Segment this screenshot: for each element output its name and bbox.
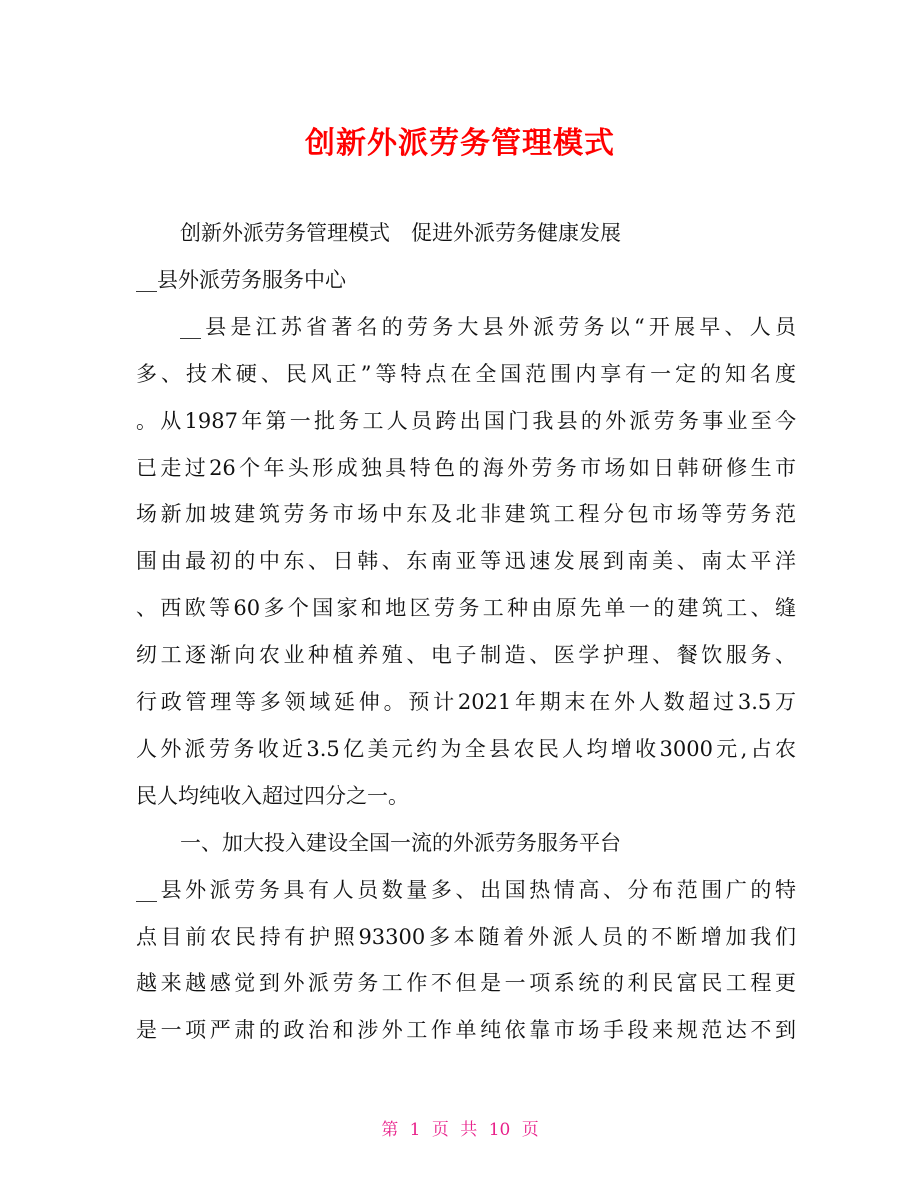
- text-line: __县是江苏省著名的劳务大县外派劳务以“开展早、人员: [180, 314, 796, 339]
- text-line: 越来越感觉到外派劳务工作不但是一项系统的利民富民工程更: [136, 971, 796, 996]
- text-line: 已走过26个年头形成独具特色的海外劳务市场如日韩研修生市: [136, 455, 796, 480]
- text-line: 人外派劳务收近3.5亿美元约为全县农民人均增收3000元,占农: [136, 736, 796, 761]
- text-line: 、西欧等60多个国家和地区劳务工种由原先单一的建筑工、缝: [136, 596, 796, 621]
- text-line: 纫工逐渐向农业种植养殖、电子制造、医学护理、餐饮服务、: [136, 643, 796, 668]
- text-line: 场新加坡建筑劳务市场中东及北非建筑工程分包市场等劳务范: [136, 502, 796, 527]
- subtitle: 创新外派劳务管理模式 促进外派劳务健康发展: [180, 221, 621, 245]
- text-line: 。从1987年第一批务工人员跨出国门我县的外派劳务事业至今: [136, 408, 796, 433]
- section-heading: 一、加大投入建设全国一流的外派劳务服务平台: [180, 830, 621, 855]
- document-title: 创新外派劳务管理模式: [305, 126, 615, 161]
- text-line: 围由最初的中东、日韩、东南亚等迅速发展到南美、南太平洋: [136, 549, 796, 574]
- text-line: 多、技术硬、民风正”等特点在全国范围内享有一定的知名度: [136, 361, 796, 386]
- page-footer: 第 1 页 共 10 页: [381, 1120, 539, 1140]
- text-line: __县外派劳务服务中心: [136, 267, 346, 292]
- text-line: 是一项严肃的政治和涉外工作单纯依靠市场手段来规范达不到: [136, 1018, 796, 1043]
- text-line: __县外派劳务具有人员数量多、出国热情高、分布范围广的特: [136, 877, 796, 902]
- text-line: 民人均纯收入超过四分之一。: [136, 783, 409, 808]
- text-line: 行政管理等多领域延伸。预计2021年期末在外人数超过3.5万: [136, 690, 796, 714]
- text-line: 点目前农民持有护照93300多本随着外派人员的不断增加我们: [136, 924, 796, 949]
